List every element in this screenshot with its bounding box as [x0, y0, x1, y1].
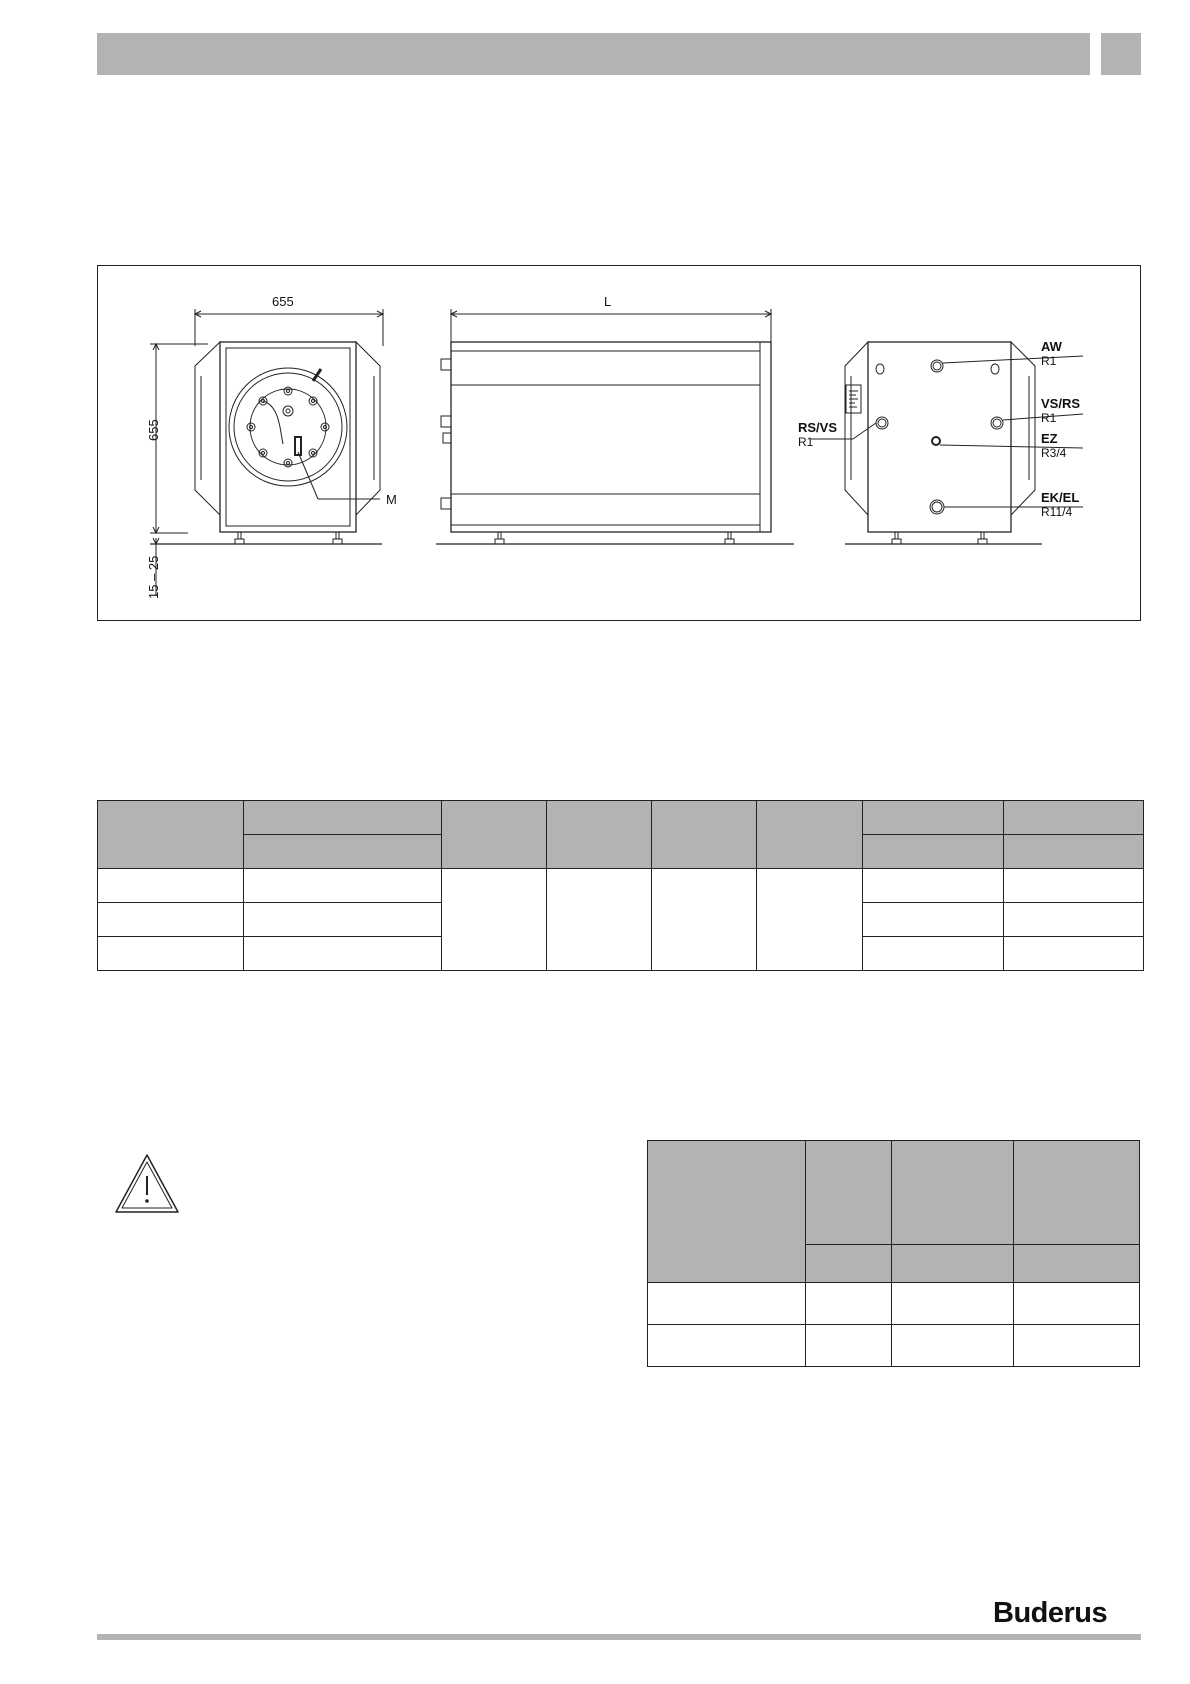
- ez-size-label: R3/4: [1041, 446, 1067, 460]
- vsrs-connection-label: VS/RS: [1041, 396, 1081, 411]
- table-cell: [805, 1283, 892, 1325]
- height-dimension-label: 655: [146, 419, 161, 441]
- aw-size-label: R1: [1041, 354, 1057, 368]
- marker-m-label: M: [386, 492, 397, 507]
- table-header-cell: [652, 801, 757, 869]
- dimension-drawing-svg: [98, 266, 1142, 622]
- table-cell: [863, 869, 1004, 903]
- table-cell: [648, 1325, 806, 1367]
- dimensions-table: [97, 800, 1144, 971]
- table-row: [98, 869, 1144, 903]
- table-cell: [98, 937, 244, 971]
- rsvs-size-label: R1: [798, 435, 814, 449]
- table-cell: [98, 869, 244, 903]
- dimension-drawing: [97, 265, 1141, 621]
- table-header-cell: [1014, 1141, 1140, 1245]
- table-header-cell: [648, 1141, 806, 1283]
- table-header-cell: [98, 801, 244, 869]
- table-row: [648, 1283, 1140, 1325]
- table-cell: [1014, 1325, 1140, 1367]
- table-cell: [243, 937, 441, 971]
- table-header-cell: [1004, 835, 1144, 869]
- width-dimension-label: 655: [272, 294, 294, 309]
- table-header-cell: [863, 835, 1004, 869]
- table-cell: [1014, 1283, 1140, 1325]
- feet-dimension-label: 15 – 25: [146, 555, 161, 599]
- ez-connection-label: EZ: [1041, 431, 1058, 446]
- length-dimension-label: L: [604, 294, 612, 309]
- table-cell: [546, 869, 652, 971]
- table-cell: [243, 869, 441, 903]
- table-cell: [441, 869, 546, 971]
- table-header-cell: [243, 835, 441, 869]
- table-cell: [98, 903, 244, 937]
- table-header-cell: [1004, 801, 1144, 835]
- table-header-cell: [892, 1245, 1014, 1283]
- table-header-cell: [757, 801, 863, 869]
- table-header-cell: [243, 801, 441, 835]
- table-cell: [648, 1283, 806, 1325]
- table-header-cell: [1014, 1245, 1140, 1283]
- front-view: [150, 309, 383, 596]
- table-header-cell: [805, 1141, 892, 1245]
- side-view: [436, 309, 794, 544]
- aw-connection-label: AW: [1041, 339, 1062, 354]
- rsvs-connection-label: RS/VS: [798, 420, 838, 435]
- table-cell: [892, 1325, 1014, 1367]
- table-cell: [757, 869, 863, 971]
- table-header-cell: [441, 801, 546, 869]
- table-cell: [863, 903, 1004, 937]
- table-header-cell: [892, 1141, 1014, 1245]
- vsrs-size-label: R1: [1041, 411, 1057, 425]
- header-page-tab: [1101, 33, 1141, 75]
- header-bar: [97, 33, 1090, 75]
- table-cell: [1004, 903, 1144, 937]
- table-cell: [1004, 869, 1144, 903]
- table-cell: [243, 903, 441, 937]
- table-cell: [863, 937, 1004, 971]
- warning-triangle-icon: [113, 1152, 181, 1221]
- table-header-cell: [863, 801, 1004, 835]
- table-cell: [805, 1325, 892, 1367]
- footer-line: [97, 1634, 1141, 1640]
- table-header-cell: [546, 801, 652, 869]
- ekel-size-label: R11/4: [1041, 505, 1073, 519]
- table-cell: [1004, 937, 1144, 971]
- brand-logo: Buderus: [993, 1597, 1108, 1629]
- table-cell: [652, 869, 757, 971]
- table-cell: [892, 1283, 1014, 1325]
- specification-table: [647, 1140, 1140, 1367]
- table-header-cell: [805, 1245, 892, 1283]
- table-row: [648, 1325, 1140, 1367]
- ekel-connection-label: EK/EL: [1041, 490, 1080, 505]
